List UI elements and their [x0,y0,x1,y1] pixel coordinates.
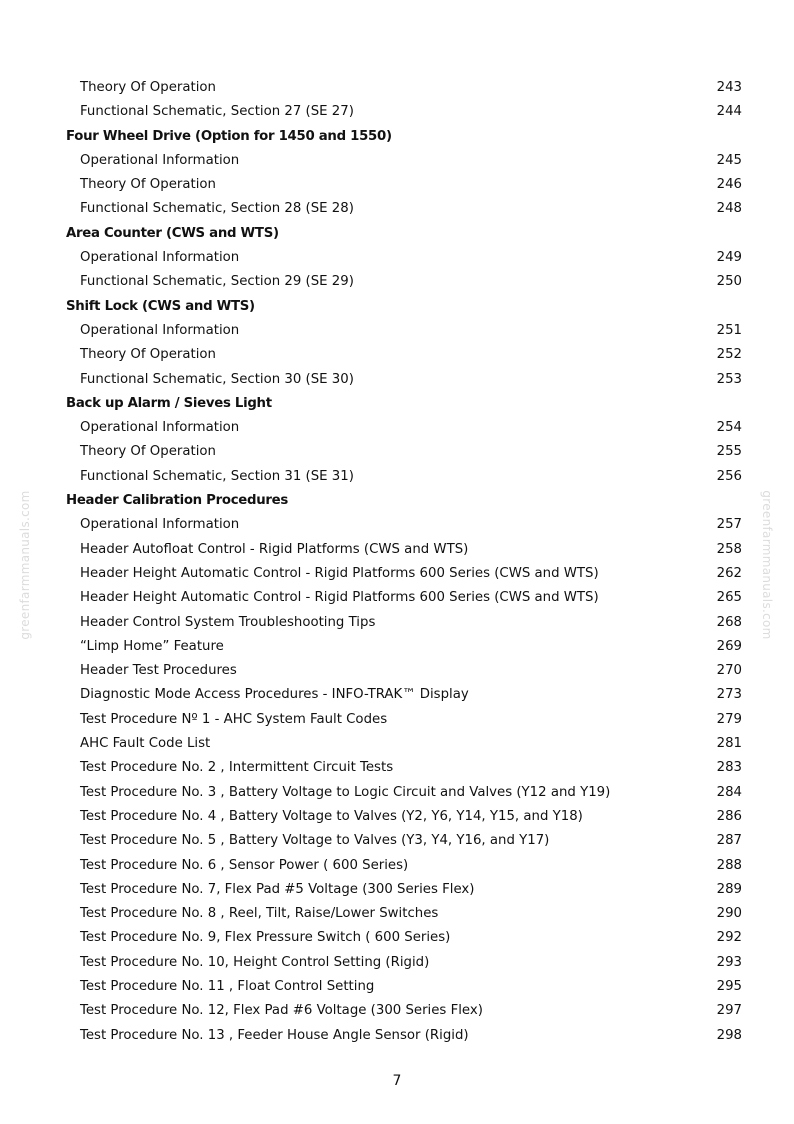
toc-entry[interactable] [0,513,794,537]
toc-page-number: 243 [716,80,742,95]
toc-section-heading [0,125,794,149]
toc-title: AHC Fault Code List [80,736,211,752]
toc-page-number: 288 [716,857,742,873]
toc-entry[interactable] [0,756,794,780]
toc-page-number: 281 [716,736,742,752]
toc-page-number: 244 [716,104,742,120]
toc-page-number: 246 [716,177,742,193]
toc-title: Functional Schematic, Section 27 (SE 27) [80,104,354,120]
toc-title: Operational Information [80,420,240,436]
toc-title: Test Procedure No. 10, Height Control Setting (Rigid) [80,954,430,970]
toc-entry[interactable] [0,586,794,610]
toc-section-heading [0,489,794,513]
toc-entry[interactable] [0,611,794,635]
toc-entry[interactable] [0,149,794,173]
toc-entry[interactable] [0,732,794,756]
toc-entry[interactable] [0,319,794,343]
toc-entry[interactable] [0,926,794,950]
toc-title: Test Procedure No. 8 , Reel, Tilt, Raise/Lower Switches [80,906,439,922]
toc-page-number: 252 [716,347,742,363]
toc-title: Header Height Automatic Control - Rigid Platforms 600 Series (CWS and WTS) [80,590,599,606]
toc-title: Operational Information [80,517,240,533]
toc-entry[interactable] [0,781,794,805]
toc-entry[interactable] [0,197,794,221]
toc-title: Theory Of Operation [80,444,216,460]
toc-page-number: 284 [716,784,742,800]
toc-entry[interactable] [0,270,794,294]
toc-title: Operational Information [80,250,240,266]
toc-title: Four Wheel Drive (Option for 1450 and 1550) [66,128,392,144]
toc-page-number: 298 [716,1027,742,1043]
toc-page-number: 270 [716,663,742,679]
toc-page-number: 248 [716,201,742,217]
toc-title: Functional Schematic, Section 31 (SE 31) [80,468,354,484]
toc-title: Test Procedure No. 2 , Intermittent Circuit Tests [80,760,394,776]
toc-title: Test Procedure No. 12, Flex Pad #6 Voltage (300 Series Flex) [80,1003,483,1019]
toc-page-number: 293 [716,954,742,970]
watermark-right: greenfarmmanuals.com [760,490,774,640]
toc-page-number: 287 [716,833,742,849]
toc-entry[interactable] [0,951,794,975]
toc-entry[interactable] [0,902,794,926]
toc-entry[interactable] [0,975,794,999]
toc-page-number: 256 [716,468,742,484]
toc-title: Diagnostic Mode Access Procedures - INFO-TRAK™ Display [80,687,469,703]
toc-title: Test Procedure No. 4 , Battery Voltage to Valves (Y2, Y6, Y14, Y15, and Y18) [80,808,583,824]
toc-title: Back up Alarm / Sieves Light [66,395,272,411]
toc-title: Test Procedure No. 5 , Battery Voltage to Valves (Y3, Y4, Y16, and Y17) [80,833,550,849]
toc-entry[interactable] [0,246,794,270]
toc-page-number: 286 [716,808,742,824]
toc-title: Test Procedure No. 13 , Feeder House Angle Sensor (Rigid) [80,1027,469,1043]
toc-title: Test Procedure No. 6 , Sensor Power ( 600 Series) [80,857,409,873]
toc-title: Header Test Procedures [80,663,237,679]
toc-title: Functional Schematic, Section 28 (SE 28) [80,201,354,217]
toc-page-number: 245 [716,152,742,168]
toc-title: Test Procedure Nº 1 - AHC System Fault Codes [80,711,388,727]
toc-title: Header Control System Troubleshooting Tips [80,614,376,630]
toc-title: Test Procedure No. 3 , Battery Voltage to Logic Circuit and Valves (Y12 and Y19) [80,784,611,800]
toc-entry[interactable] [0,368,794,392]
toc-page-number: 268 [716,614,742,630]
toc-entry[interactable] [0,173,794,197]
toc-section-heading [0,222,794,246]
toc-entry[interactable] [0,683,794,707]
watermark-left: greenfarmmanuals.com [18,490,32,640]
toc-page-number: 283 [716,760,742,776]
toc-entry[interactable] [0,562,794,586]
toc-page-number: 251 [716,322,742,338]
toc-page-number: 269 [716,638,742,654]
toc-page-number: 253 [716,371,742,387]
toc-page-number: 255 [716,444,742,460]
toc-entry[interactable] [0,1024,794,1048]
toc-page-number: 289 [716,881,742,897]
toc-entry[interactable] [0,100,794,124]
toc-page-number: 254 [716,420,742,436]
toc-title: Theory Of Operation [80,347,216,363]
toc-entry[interactable] [0,829,794,853]
toc-title: Theory Of Operation [80,80,216,95]
toc-page-number: 290 [716,906,742,922]
toc-title: “Limp Home” Feature [80,638,224,654]
toc-title: Theory Of Operation [80,177,216,193]
toc-entry[interactable] [0,999,794,1023]
toc-page-number: 257 [716,517,742,533]
toc-title: Header Autofloat Control - Rigid Platforms (CWS and WTS) [80,541,469,557]
toc-title: Test Procedure No. 7, Flex Pad #5 Voltage (300 Series Flex) [80,881,475,897]
toc-section-heading [0,295,794,319]
toc-title: Operational Information [80,322,240,338]
toc-page-number: 258 [716,541,742,557]
toc-page-number: 295 [716,978,742,994]
toc-page-number: 292 [716,930,742,946]
toc-entry[interactable] [0,659,794,683]
toc-title: Functional Schematic, Section 30 (SE 30) [80,371,354,387]
toc-page-number: 273 [716,687,742,703]
toc-entry[interactable] [0,805,794,829]
toc-page-number: 265 [716,590,742,606]
toc-page-number: 297 [716,1003,742,1019]
toc-title: Area Counter (CWS and WTS) [66,225,279,241]
toc-entry[interactable] [0,635,794,659]
toc-page-number: 262 [716,565,742,581]
toc-title: Functional Schematic, Section 29 (SE 29) [80,274,354,290]
page-number: 7 [392,1073,402,1089]
toc-page-number: 249 [716,250,742,266]
toc-page-number: 279 [716,711,742,727]
toc-title: Header Height Automatic Control - Rigid Platforms 600 Series (CWS and WTS) [80,565,599,581]
toc-title: Operational Information [80,152,240,168]
table-of-contents [0,76,794,1048]
toc-entry[interactable] [0,440,794,464]
toc-title: Shift Lock (CWS and WTS) [66,298,255,314]
toc-title: Test Procedure No. 11 , Float Control Setting [80,978,375,994]
toc-entry[interactable] [0,465,794,489]
toc-entry[interactable] [0,76,794,100]
toc-entry[interactable] [0,878,794,902]
toc-entry[interactable] [0,343,794,367]
toc-section-heading [0,392,794,416]
toc-title: Header Calibration Procedures [66,493,288,509]
toc-title: Test Procedure No. 9, Flex Pressure Switch ( 600 Series) [80,930,451,946]
toc-entry[interactable] [0,416,794,440]
toc-entry[interactable] [0,538,794,562]
toc-entry[interactable] [0,708,794,732]
toc-entry[interactable] [0,854,794,878]
toc-page-number: 250 [716,274,742,290]
